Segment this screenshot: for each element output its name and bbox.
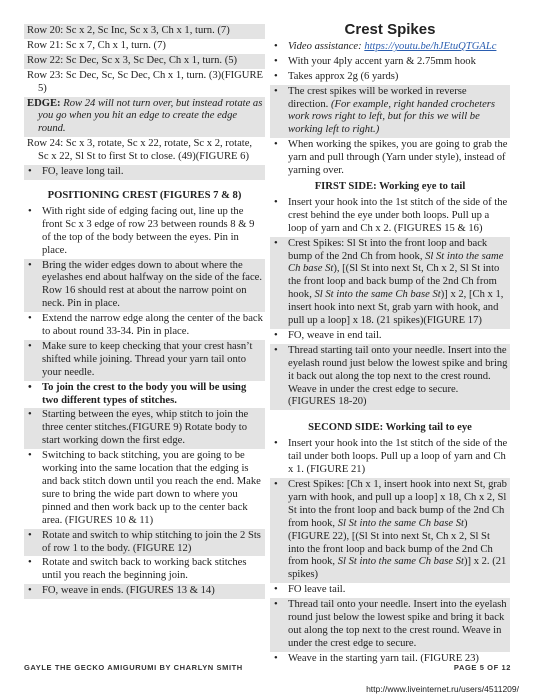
row-23: Row 23: Sc Dec, Sc, Sc Dec, Ch x 1, turn. (3)(FIGURE 5) (27, 69, 263, 94)
list-item: • Extend the narrow edge along the center of the back to about round 33-34. Pin in place. (28, 313, 263, 338)
video-link[interactable]: https://youtu.be/hJEtuQTGALc (364, 40, 497, 52)
first-fo: • FO, weave in end tail. (274, 329, 382, 341)
yarn-under-note: • When working the spikes, you are going to grab the yarn and pull through (Yarn under style), instead of yarning over. (274, 139, 508, 177)
list-item: • To join the crest to the body you will be using two different types of stitches. (28, 381, 247, 406)
first-insert: • Insert your hook into the 1st stitch of the side of the crest behind the eye under both loops. Pull up a loop of yarn and Ch x 2. (FIGURES 15 & 16) (274, 196, 508, 234)
list-item: • With right side of edging facing out, line up the front Sc x 3 edge of row 23 between rounds 8 & 9 of the top of the body between the eyes. Pin in place. (28, 205, 255, 256)
edge-label: EDGE: (27, 97, 61, 109)
left-column (24, 24, 265, 599)
footer-title: GAYLE THE GECKO AMIGURUMI BY CHARLYN SMITH (24, 663, 243, 672)
section-title: Crest Spikes (344, 21, 436, 38)
first-thread: • Thread starting tail onto your needle. Insert into the eyelash round just below the lowest spike and bring it back out along the top next to the crest round. Weave in under the crest edge to secure. (FIGURES 18-20) (270, 344, 510, 411)
fo-leave-long-tail: • FO, leave long tail. (24, 165, 265, 180)
second-fo: • FO leave tail. (274, 584, 346, 596)
positioning-heading: POSITIONING CREST (FIGURES 7 & 8) (47, 189, 242, 201)
list-item: • Rotate and switch back to working back stitches until you reach the beginning join. (28, 557, 247, 582)
list-item: • Switching to back stitching, you are going to be working into the same location that the edging is and back stitch down until you reach the end. Make sure to bring the wide part down to where you pinned and then work back up to the center back area. (FIGURES 10 & 11) (28, 450, 261, 526)
edge-text: Row 24 will not turn over, but instead rotate as you go when you hit an edge to create the edge round. (38, 97, 263, 135)
row-22: Row 22: Sc Dec, Sc x 3, Sc Dec, Ch x 1, turn. (5) (24, 54, 265, 69)
first-side-heading: FIRST SIDE: Working eye to tail (314, 180, 466, 192)
second-spikes: • Crest Spikes: [Ch x 1, insert hook into next St, grab yarn with hook, and pull up a loop] x 18, Ch x 2, Sl St into the front loop and back bump of the 2nd Ch from hook, Sl St into the same Ch base St) (FIGURE 22), [(Sl St into next St, Ch x 2, Sl St into the front loop and back bump of the 2nd Ch from hook, Sl St into the same Ch base St)] x 2. (21 spikes) (270, 478, 510, 583)
list-item: • FO, weave in ends. (FIGURES 13 & 14) (24, 584, 265, 599)
row-24: Row 24: Sc x 3, rotate, Sc x 22, rotate, Sc x 2, rotate, Sc x 22, Sl St to first St to close. (49)(FIGURE 6) (27, 138, 253, 163)
list-item: • With your 4ply accent yarn & 2.75mm hook (274, 55, 476, 67)
video-line: • Video assistance: https://youtu.be/hJEtuQTGALc (274, 40, 497, 52)
list-item: • Takes approx 2g (6 yards) (274, 70, 399, 82)
list-item: • Starting between the eyes, whip stitch to join the three center stitches.(FIGURE 9) Rotate body to start working down the first edge. (24, 408, 265, 449)
edge-note (24, 97, 265, 138)
second-insert: • Insert your hook into the 1st stitch of the side of the tail under both loops. Pull up a loop of yarn and Ch x 1. (FIGURE 21) (274, 438, 508, 476)
second-side-heading: SECOND SIDE: Working tail to eye (308, 422, 472, 434)
second-thread: • Thread tail onto your needle. Insert into the eyelash round just below the lowest spike and bring it back out along the top next to the crest round. Weave in under the crest edge to secure. (270, 598, 510, 652)
right-column (270, 21, 510, 667)
first-spikes: • Crest Spikes: Sl St into the front loop and back bump of the 2nd Ch from hook, Sl St into the same Ch base St), [(Sl St into next St, Ch x 2, Sl St into the front loop and back bump of the 2nd Ch from hook, Sl St into the same Ch base St)] x 2, [Ch x 1, insert hook into next St, grab yarn with hook, and pull up a loop] x 18. (21 spikes)(FIGURE 17) (270, 237, 510, 329)
reverse-note: • The crest spikes will be worked in reverse direction. (For example, right handed crocheters work rows right to left, but for this we will be working left to right.) (270, 85, 510, 139)
watermark-url: http://www.liveinternet.ru/users/4511209/ (366, 684, 519, 694)
second-weave: • Weave in the starting yarn tail. (FIGURE 23) (274, 652, 479, 664)
list-item: • Bring the wider edges down to about where the eyelashes end about halfway on the side of the face. Row 16 should rest at about the narrow point on neck. Pin in place. (24, 259, 265, 313)
list-item: • Make sure to keep checking that your crest hasn’t shifted while joining. Thread your yarn tail onto your needle. (24, 340, 265, 381)
row-21: Row 21: Sc x 7, Ch x 1, turn. (7) (27, 39, 166, 51)
page-number: PAGE 5 OF 12 (453, 663, 511, 672)
list-item: • Rotate and switch to whip stitching to join the 2 Sts of row 1 to the body. (FIGURE 12) (24, 529, 265, 557)
row-20: Row 20: Sc x 2, Sc Inc, Sc x 3, Ch x 1, turn. (7) (24, 24, 265, 39)
